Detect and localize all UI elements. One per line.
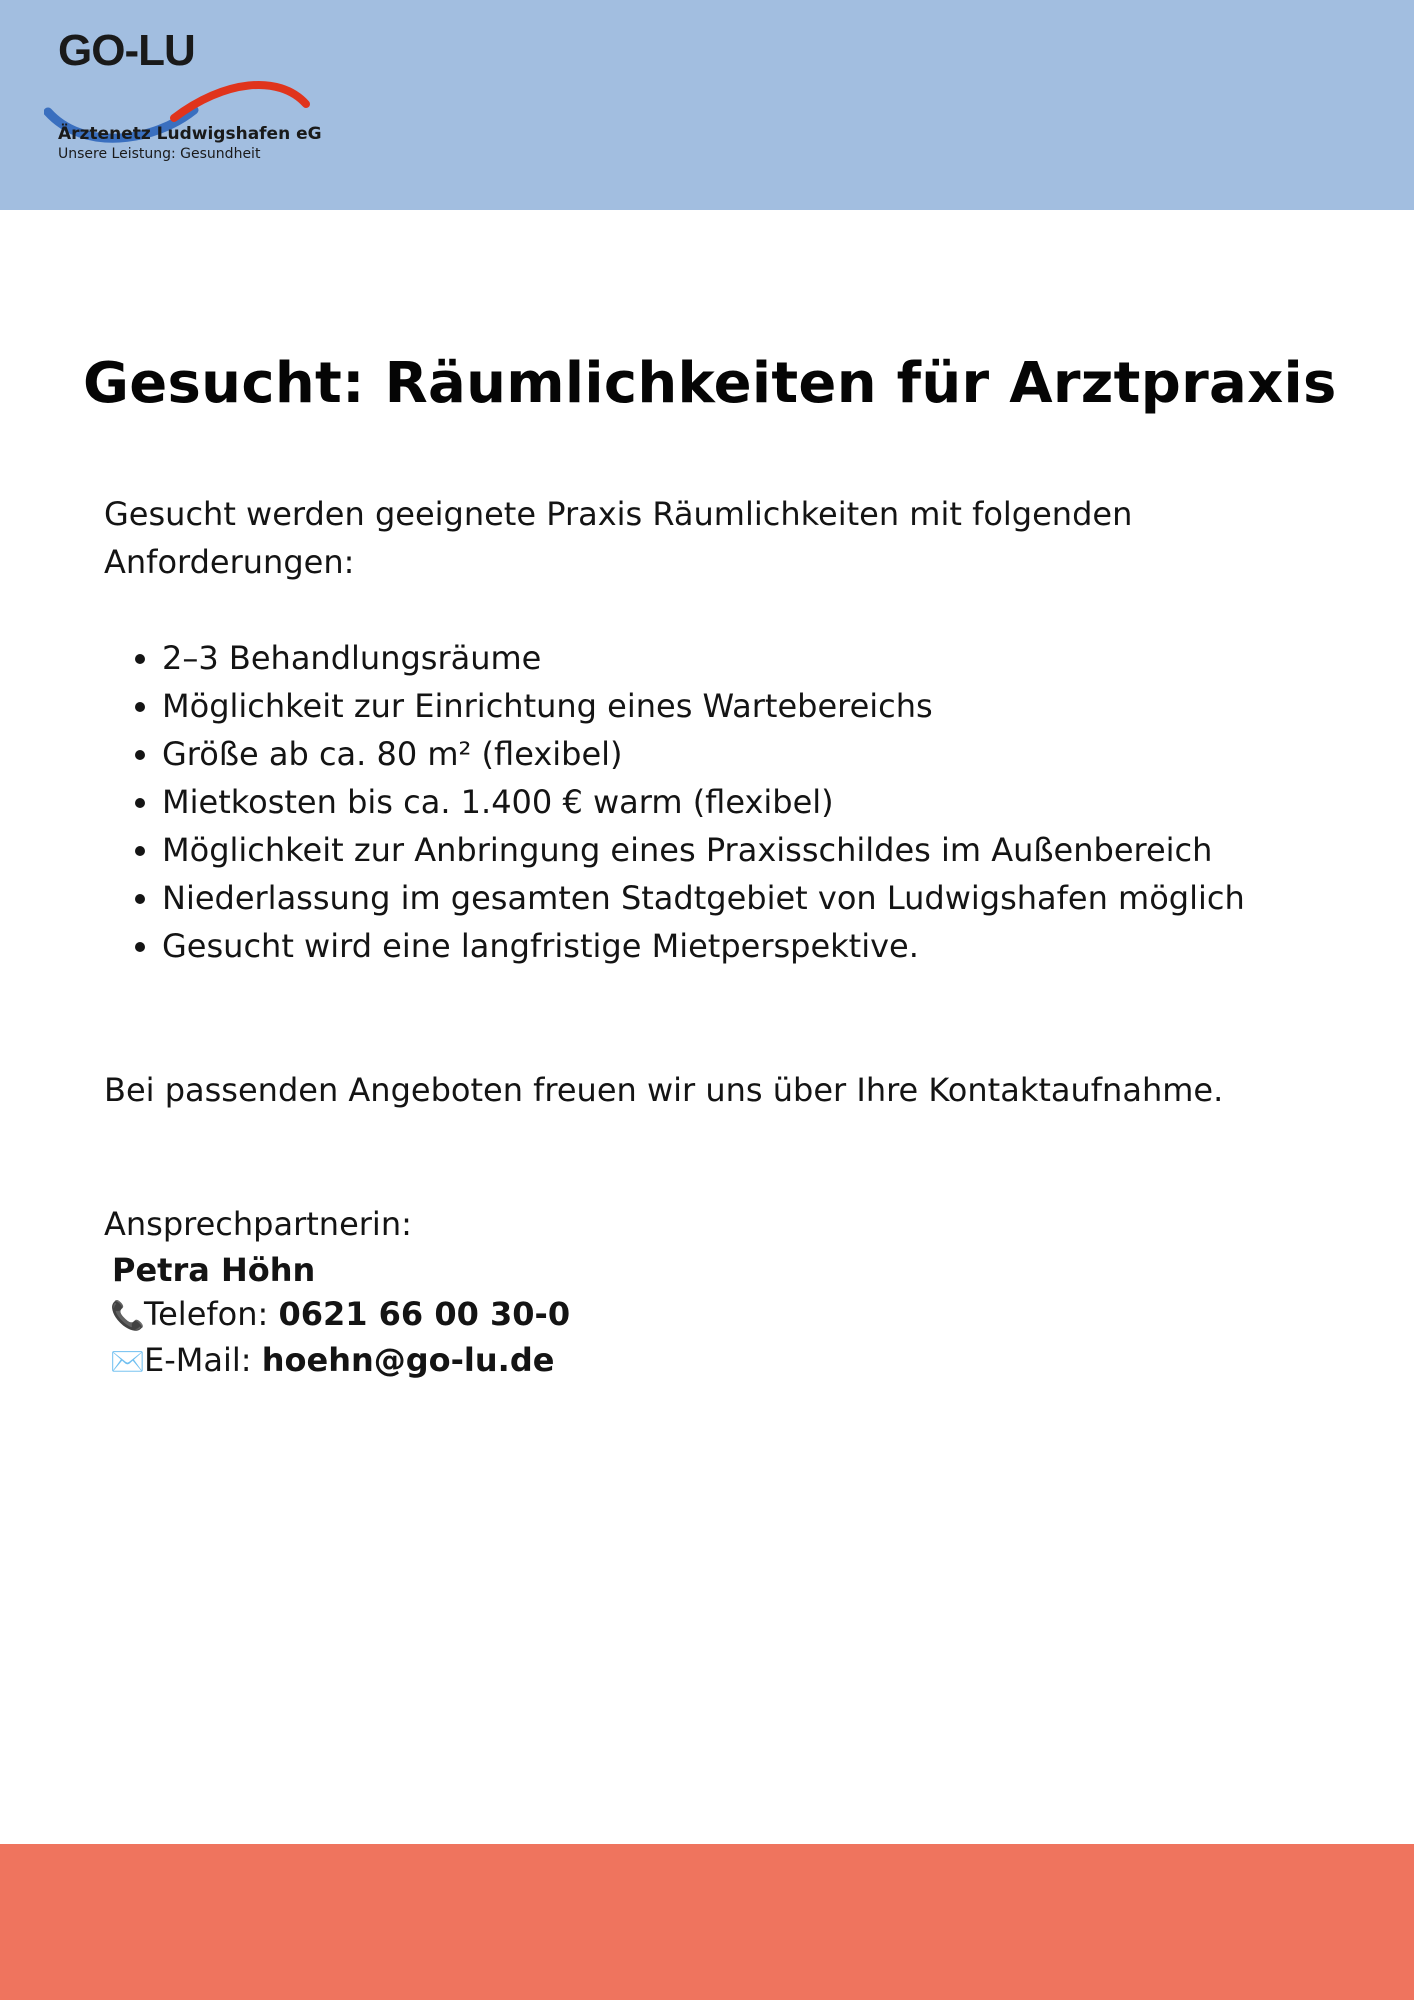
email-address[interactable]: hoehn@go-lu.de xyxy=(261,1341,555,1379)
intro-text: Gesucht werden geeignete Praxis Räumlichkeiten mit folgenden Anforderungen: xyxy=(104,495,1133,581)
list-item: • Größe ab ca. 80 m² (flexibel) xyxy=(162,730,1324,778)
email-label: E-Mail: xyxy=(144,1341,262,1379)
footer-band xyxy=(0,1844,1414,2000)
contact-email xyxy=(104,1338,1324,1384)
list-item: • 2–3 Behandlungsräume xyxy=(162,634,1324,682)
requirements-list xyxy=(104,634,1324,970)
contact-block xyxy=(104,1200,1324,1384)
logo-wordmark: GO-LU xyxy=(58,26,195,75)
contact-name: Petra Höhn xyxy=(112,1251,316,1289)
go-lu-logo xyxy=(44,26,324,176)
phone-label: Telefon: xyxy=(144,1295,279,1333)
body-content xyxy=(104,490,1324,1384)
list-item: • Mietkosten bis ca. 1.400 € warm (flexibel) xyxy=(162,778,1324,826)
phone-number[interactable]: 0621 66 00 30-0 xyxy=(278,1295,571,1333)
page-title: Gesucht: Räumlichkeiten für Arztpraxis xyxy=(83,351,1337,416)
logo-tagline: Unsere Leistung: Gesundheit xyxy=(58,146,261,162)
list-item: • Gesucht wird eine langfristige Mietperspektive. xyxy=(162,922,1324,970)
list-item: • Möglichkeit zur Anbringung eines Praxisschildes im Außenbereich xyxy=(162,826,1324,874)
phone-icon: 📞 xyxy=(110,1299,145,1332)
envelope-icon: ✉️ xyxy=(110,1345,145,1378)
list-item: • Niederlassung im gesamten Stadtgebiet von Ludwigshafen möglich xyxy=(162,874,1324,922)
list-item: • Möglichkeit zur Einrichtung eines Wartebereichs xyxy=(162,682,1324,730)
contact-phone xyxy=(104,1292,1324,1338)
logo-organization: Ärztenetz Ludwigshafen eG xyxy=(58,124,322,144)
closing-text: Bei passenden Angeboten freuen wir uns über Ihre Kontaktaufnahme. xyxy=(104,1071,1224,1109)
contact-label: Ansprechpartnerin: xyxy=(104,1205,412,1243)
header-band xyxy=(0,0,1414,210)
